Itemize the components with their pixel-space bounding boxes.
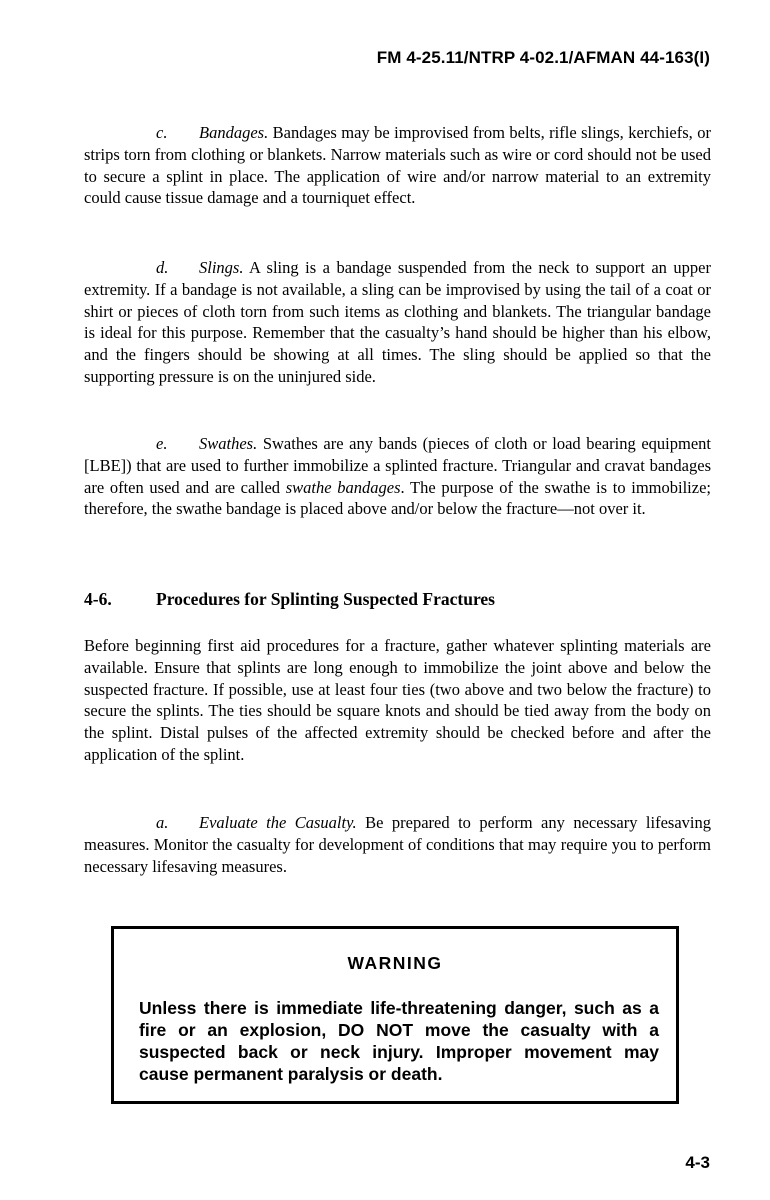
warning-title: WARNING bbox=[347, 953, 443, 973]
warning-text: Unless there is immediate life-threatening danger, such as a fire or an explosion, DO NOT move the casualty with a suspected back or neck injury. Improper movement may cause permanent paralysis or death. bbox=[139, 998, 659, 1084]
paragraph-text: Swathes are any bands (pieces of cloth or load bearing equipment [LBE]) that are used to further immobilize a splinted fracture. Triangular and cravat bandages are often used and are called bbox=[84, 434, 711, 497]
paragraph-text: A sling is a bandage suspended from the neck to support an upper extremity. If a bandage is not available, a sling can be improvised by using the tail of a coat or shirt or pieces of cloth torn from such items as clothing and blankets. The triangular bandage is ideal for this purpose. Remember that the casualty’s hand should be higher than his elbow, and the fingers should be showing at all times. The sling should be applied so that the supporting pressure is on the uninjured side. bbox=[84, 258, 711, 386]
paragraph-text: Be prepared to perform any necessary lifesaving measures. Monitor the casualty for development of conditions that may require you to perform necessary lifesaving measures. bbox=[84, 813, 711, 876]
paragraph-letter: e. bbox=[156, 434, 168, 453]
page-number: 4-3 bbox=[685, 1153, 710, 1172]
paragraph-title: Slings. bbox=[199, 258, 244, 277]
paragraph-swathes bbox=[84, 433, 711, 520]
paragraph-title: Evaluate the Casualty. bbox=[199, 813, 357, 832]
paragraph-bandages bbox=[84, 122, 711, 209]
section-intro-paragraph: Before beginning first aid procedures for a fracture, gather whatever splinting materials are available. Ensure that splints are long enough to immobilize the joint above and below the suspected fracture. If possible, use at least four ties (two above and two below the fracture) to secure the splints. The ties should be square knots and should be tied away from the body on the splint. Distal pulses of the affected extremity should be checked before and after the application of the splint. bbox=[84, 636, 711, 764]
section-heading bbox=[84, 589, 495, 610]
paragraph-letter: d. bbox=[156, 258, 169, 277]
paragraph-letter: c. bbox=[156, 123, 168, 142]
paragraph-text: . The purpose of the swathe is to immobilize; therefore, the swathe bandage is placed above and/or below the fracture—not over it. bbox=[84, 477, 711, 519]
warning-box bbox=[111, 926, 679, 1104]
italic-term: swathe bandages bbox=[285, 477, 401, 497]
paragraph-letter: a. bbox=[156, 813, 169, 832]
paragraph-text: Bandages may be improvised from belts, rifle slings, kerchiefs, or strips torn from clothing or blankets. Narrow materials such as wire or cord should not be used to secure a splint in place. The application of wire and/or narrow material to an extremity could cause tissue damage and a tourniquet effect. bbox=[84, 123, 711, 208]
paragraph-title: Bandages. bbox=[199, 123, 269, 142]
paragraph-evaluate-casualty bbox=[84, 812, 711, 877]
section-title: Procedures for Splinting Suspected Fractures bbox=[156, 589, 495, 609]
document-header: FM 4-25.11/NTRP 4-02.1/AFMAN 44-163(I) bbox=[376, 48, 710, 67]
paragraph-title: Swathes. bbox=[199, 434, 258, 453]
paragraph-slings bbox=[84, 257, 711, 388]
section-number: 4-6. bbox=[84, 589, 112, 609]
